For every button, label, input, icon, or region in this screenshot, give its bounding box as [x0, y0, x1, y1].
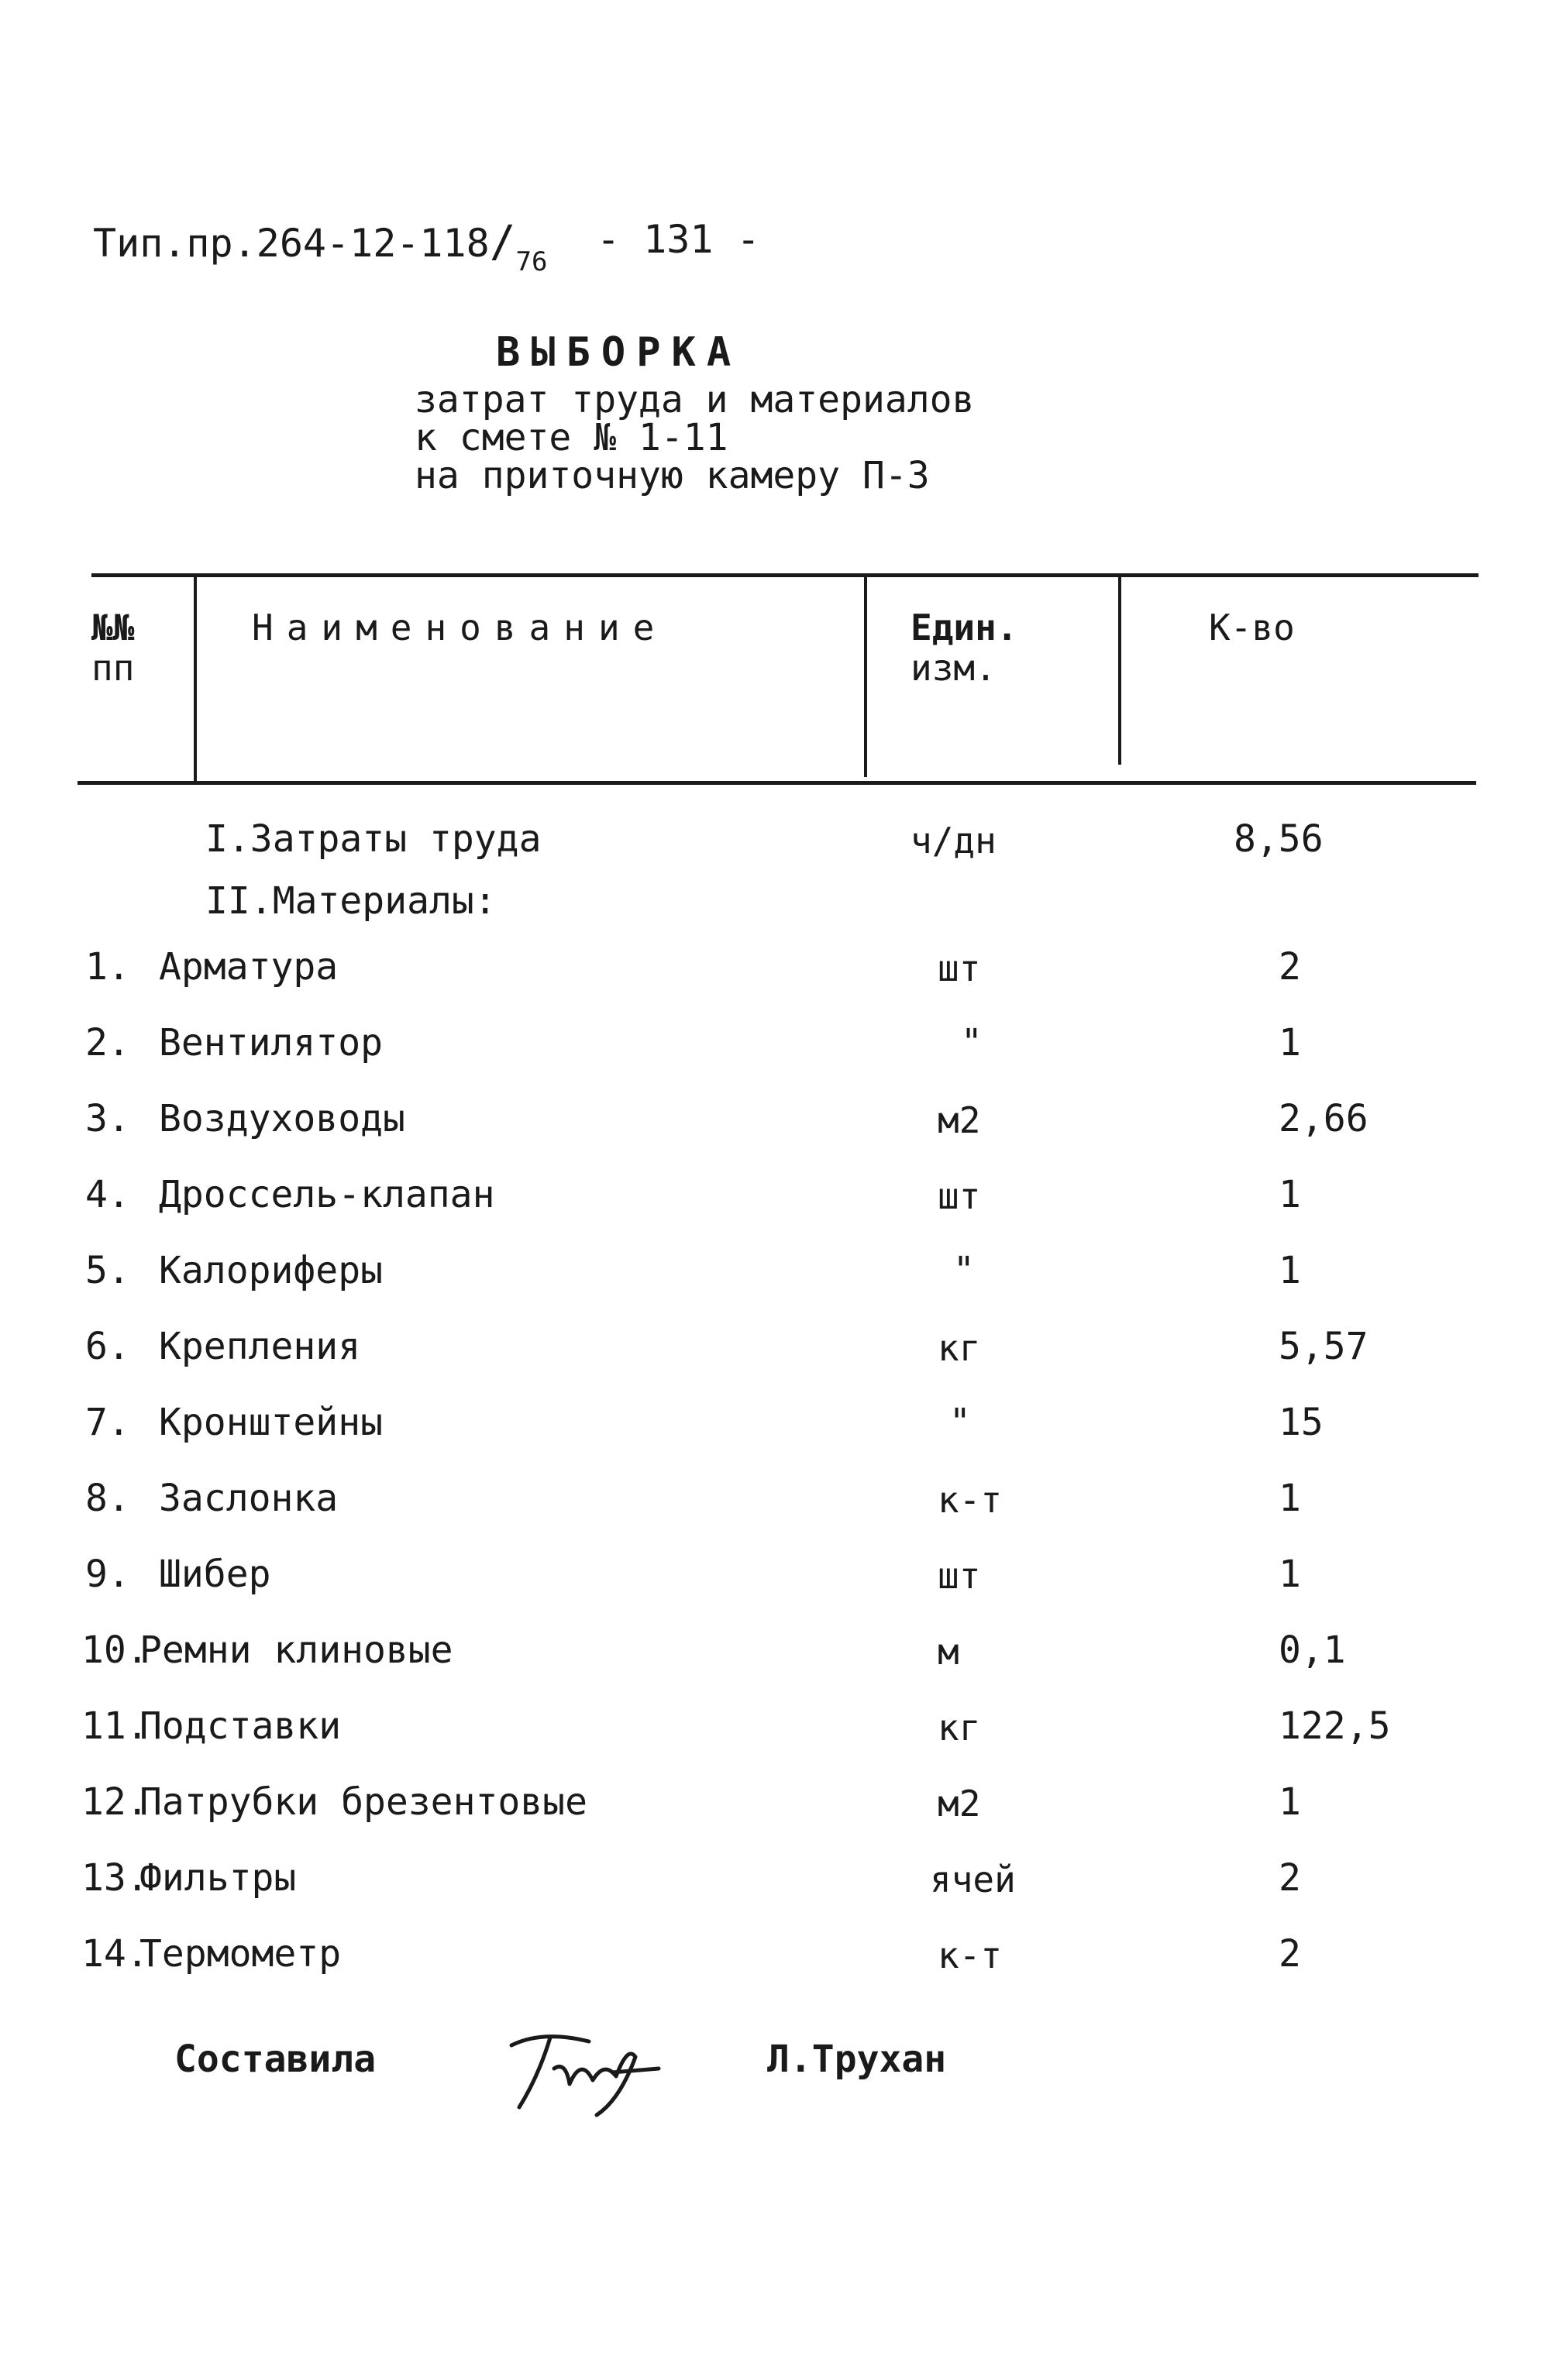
header-num-line2: пп: [91, 647, 135, 689]
document-code-text: Тип.пр.264-12-118: [93, 221, 490, 266]
row-num: 6.: [85, 1325, 130, 1368]
row-num: 4.: [85, 1173, 130, 1216]
row-unit: м2: [938, 1783, 981, 1825]
row-unit: кг: [938, 1327, 981, 1369]
row-qty: 2: [1279, 1856, 1301, 1900]
row-unit: к-т: [938, 1479, 1003, 1521]
row-name: Кронштейны: [159, 1401, 383, 1444]
header-unit-line2: изм.: [911, 647, 997, 689]
row-unit: ": [961, 1021, 983, 1063]
row-name: Вентилятор: [159, 1021, 383, 1064]
row-unit: шт: [938, 1555, 981, 1597]
document-subtitle-2: к смете № 1-11: [415, 416, 728, 459]
header-unit-line1: Един.: [911, 607, 1018, 648]
compiler-name: Л.Трухан: [767, 2038, 947, 2081]
row-num: 7.: [85, 1401, 130, 1444]
table-divider-unit: [864, 577, 867, 777]
row-num: 8.: [85, 1477, 130, 1520]
row-name: Заслонка: [159, 1477, 339, 1520]
row-qty: 2: [1279, 945, 1301, 989]
row-name: Термометр: [139, 1932, 342, 1976]
row-num: 14.: [81, 1932, 149, 1976]
row-num: 9.: [85, 1553, 130, 1596]
row-name: Калориферы: [159, 1249, 383, 1292]
row-num: 13.: [81, 1856, 149, 1900]
row-qty: 1: [1279, 1249, 1301, 1292]
row-name: Подставки: [139, 1704, 342, 1748]
row-qty: 1: [1279, 1173, 1301, 1216]
row-unit: шт: [938, 948, 981, 989]
row-num: 11.: [81, 1704, 149, 1748]
row-num: 1.: [85, 945, 130, 989]
row-name: Шибер: [159, 1553, 271, 1596]
header-num-line1: №№: [91, 607, 135, 648]
document-subtitle-3: на приточную камеру П-3: [415, 454, 930, 497]
row-unit: к-т: [938, 1935, 1003, 1976]
header-qty: К-во: [1209, 607, 1295, 648]
materials-label: II.Материалы:: [205, 879, 497, 923]
table-header-bottom-rule: [77, 781, 1476, 785]
labor-costs-qty: 8,56: [1234, 817, 1324, 861]
row-name: Крепления: [159, 1325, 361, 1368]
compiled-by-label: Составила: [174, 2038, 377, 2081]
row-unit: м2: [938, 1099, 981, 1141]
row-num: 3.: [85, 1097, 130, 1140]
row-unit: ": [949, 1401, 971, 1443]
row-qty: 2: [1279, 1932, 1301, 1976]
row-num: 5.: [85, 1249, 130, 1292]
row-unit: м: [938, 1631, 959, 1673]
document-code-slash: /: [489, 217, 516, 267]
row-name: Арматура: [159, 945, 339, 989]
row-num: 10.: [81, 1629, 149, 1672]
row-qty: 2,66: [1279, 1097, 1368, 1140]
document-code: [93, 217, 548, 277]
row-unit: кг: [938, 1707, 981, 1749]
row-name: Фильтры: [139, 1856, 297, 1900]
row-unit: ячей: [930, 1859, 1016, 1900]
row-qty: 122,5: [1279, 1704, 1391, 1748]
document-title: ВЫБОРКА: [496, 329, 742, 376]
table-divider-qty: [1118, 577, 1121, 765]
row-num: 2.: [85, 1021, 130, 1064]
row-qty: 1: [1279, 1553, 1301, 1596]
labor-costs-unit: ч/дн: [911, 820, 997, 862]
row-qty: 0,1: [1279, 1629, 1346, 1672]
table-divider-num: [194, 577, 197, 782]
row-unit: ": [953, 1249, 975, 1291]
row-qty: 15: [1279, 1401, 1324, 1444]
row-qty: 1: [1279, 1780, 1301, 1824]
row-name: Воздуховоды: [159, 1097, 405, 1140]
table-top-rule: [91, 573, 1479, 577]
page-number: - 131 -: [597, 217, 760, 262]
row-qty: 1: [1279, 1477, 1301, 1520]
row-name: Ремни клиновые: [139, 1629, 453, 1672]
header-name: Наименование: [252, 607, 668, 648]
document-subtitle-1: затрат труда и материалов: [415, 378, 975, 421]
signature-mark: [496, 2014, 666, 2123]
document-code-suffix: 76: [515, 246, 548, 277]
row-num: 12.: [81, 1780, 149, 1824]
labor-costs-label: I.Затраты труда: [205, 817, 542, 861]
row-qty: 1: [1279, 1021, 1301, 1064]
row-name: Патрубки брезентовые: [139, 1780, 587, 1824]
row-unit: шт: [938, 1175, 981, 1217]
row-name: Дроссель-клапан: [159, 1173, 495, 1216]
row-qty: 5,57: [1279, 1325, 1368, 1368]
